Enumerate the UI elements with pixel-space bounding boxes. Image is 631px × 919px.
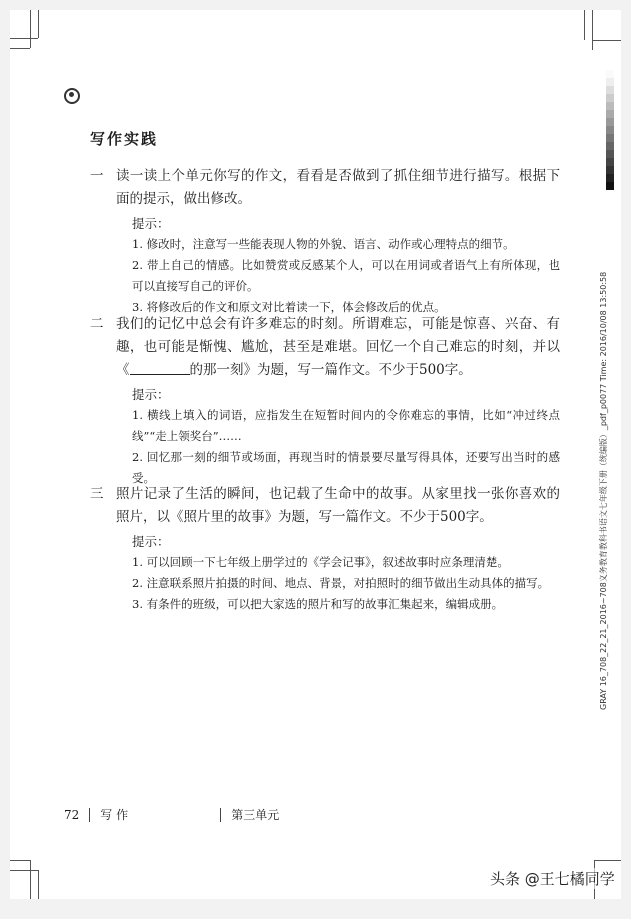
crop-mark	[30, 860, 31, 899]
fill-blank-line	[130, 361, 190, 375]
crop-mark	[10, 860, 30, 861]
hint-item: 2. 注意联系照片拍摄的时间、地点、背景，对拍照时的细节做出生动具体的描写。	[132, 576, 550, 590]
page-title: 写作实践	[90, 130, 159, 148]
print-metadata-strip	[598, 272, 609, 710]
hint-item: 3. 将修改后的作文和原文对比着读一下，体会修改后的优点。	[132, 300, 446, 314]
crop-mark	[10, 870, 38, 871]
crop-mark	[10, 38, 38, 39]
exercise-3	[90, 483, 560, 615]
crop-mark	[38, 870, 39, 899]
gray-scale-bar	[606, 70, 614, 190]
hint-label: 提示：	[132, 387, 170, 402]
watermark: 头条 @王七橘同学	[486, 868, 619, 889]
target-icon	[64, 88, 80, 104]
crop-mark	[38, 10, 39, 38]
book-page	[10, 10, 621, 899]
footer-divider	[220, 808, 221, 822]
crop-mark	[592, 40, 621, 41]
hint-label: 提示：	[132, 216, 170, 231]
page-footer	[64, 806, 279, 823]
print-info: 16_708_22_21_2016~708义务教育教科书语文七年级下册（统编版）_pdf_p0077 Time: 2016/10/08 13:50:58	[599, 271, 608, 687]
hint-item: 2. 带上自己的情感。比如赞赏或反感某个人，可以在用词或者语气上有所体现，也可以直接写自己的评价。	[132, 258, 560, 293]
exercise-number: 三	[90, 486, 104, 502]
footer-section: 写 作	[100, 808, 129, 822]
hint-label: 提示：	[132, 534, 170, 549]
crop-mark	[584, 10, 585, 40]
hint-item: 1. 修改时，注意写一些能表现人物的外貌、语言、动作或心理特点的细节。	[132, 237, 515, 251]
exercise-text: 读一读上个单元你写的作文，看看是否做到了抓住细节进行描写。根据下面的提示，做出修改。	[116, 168, 560, 207]
exercise-number: 二	[90, 316, 104, 332]
page-number: 72	[64, 807, 80, 822]
footer-divider	[89, 808, 90, 822]
crop-mark	[10, 48, 30, 49]
hint-item: 1. 横线上填入的词语，应指发生在短暂时间内的令你难忘的事情，比如“冲过终点线”“走上领奖台”……	[132, 408, 560, 443]
hint-item: 3. 有条件的班级，可以把大家选的照片和写的故事汇集起来，编辑成册。	[132, 597, 504, 611]
print-code: GRAY	[599, 688, 608, 710]
exercise-1	[90, 165, 560, 318]
crop-mark	[30, 10, 31, 48]
hint-item: 1. 可以回顾一下七年级上册学过的《学会记事》，叙述故事时应条理清楚。	[132, 555, 509, 569]
exercise-text: 照片记录了生活的瞬间，也记载了生命中的故事。从家里找一张你喜欢的照片，以《照片里的故事》为题，写一篇作文。不少于500字。	[116, 486, 560, 525]
hint-item: 2. 回忆那一刻的细节或场面，再现当时的情景要尽量写得具体，还要写出当时的感受。	[132, 450, 560, 485]
exercise-text: 我们的记忆中总会有许多难忘的时刻。所谓难忘，可能是惊喜、兴奋、有趣，也可能是惭愧、尴尬，甚至是难堪。回忆一个自己难忘的时刻，并以《 的那一刻》为题，写一篇作文。不少于500字。	[116, 316, 560, 378]
exercise-number: 一	[90, 168, 104, 184]
exercise-2	[90, 313, 560, 489]
crop-mark	[594, 860, 621, 861]
crop-mark	[592, 10, 593, 50]
footer-unit: 第三单元	[231, 808, 280, 822]
